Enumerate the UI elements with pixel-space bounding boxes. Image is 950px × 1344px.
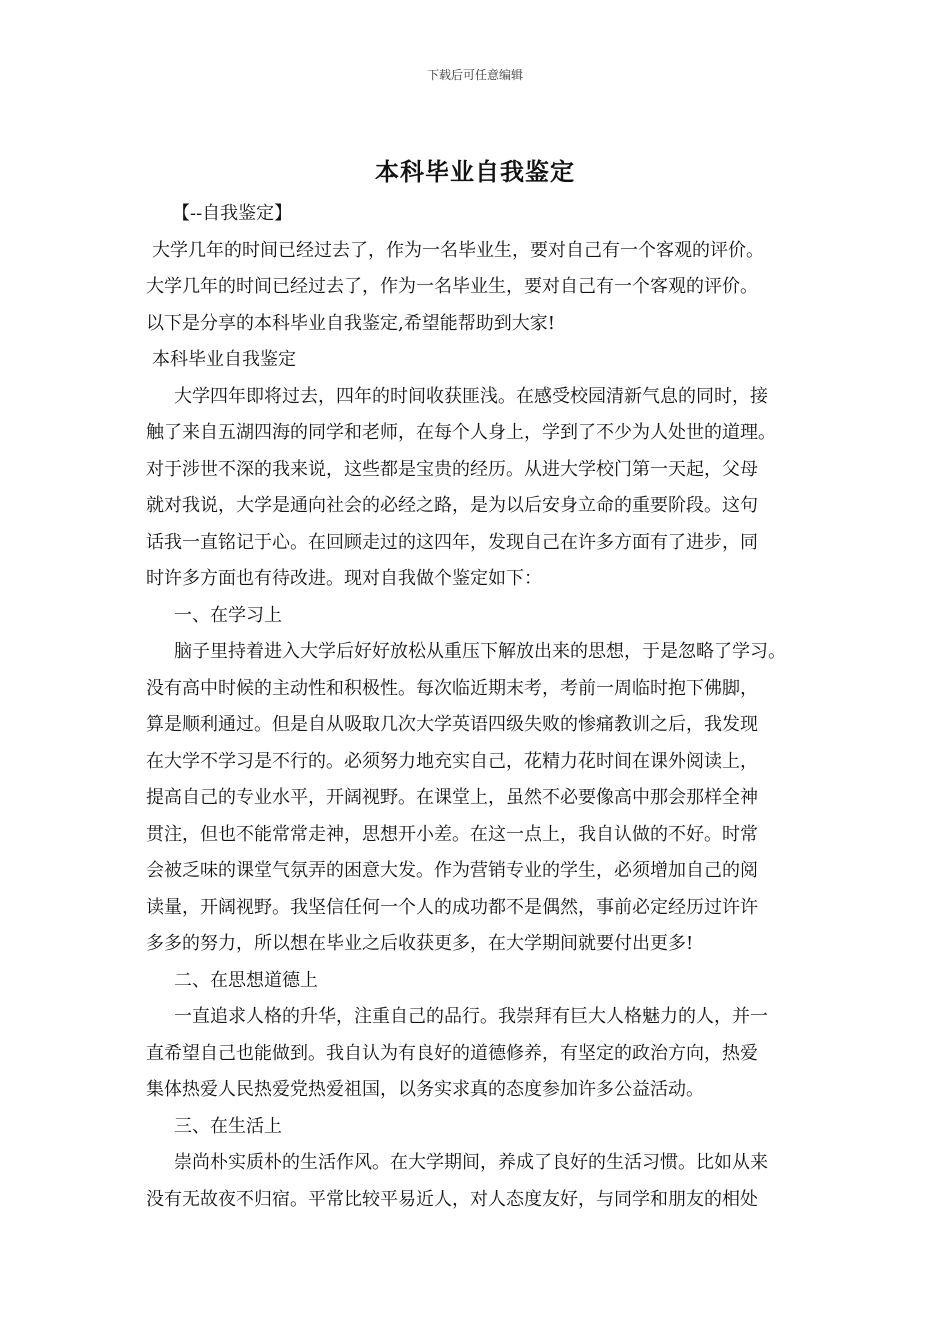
paragraph-line: 一直追求人格的升华，注重自己的品行。我崇拜有巨大人格魅力的人，并一 — [174, 1006, 768, 1027]
paragraph-line: 触了来自五湖四海的同学和老师，在每个人身上，学到了不少为人处世的道理。 — [146, 422, 776, 443]
paragraph-line: 在大学不学习是不行的。必须努力地充实自己，花精力花时间在课外阅读上， — [146, 750, 758, 772]
subtitle-line: 本科毕业自我鉴定 — [152, 349, 296, 370]
paragraph-line: 集体热爱人民热爱党热爱祖国，以务实求真的态度参加许多公益活动。 — [146, 1079, 704, 1100]
paragraph-line: 脑子里持着进入大学后好好放松从重压下解放出来的思想，于是忽略了学习。 — [174, 641, 786, 662]
document-title: 本科毕业自我鉴定 — [375, 157, 575, 186]
intro-line: 以下是分享的本科毕业自我鉴定,希望能帮助到大家! — [146, 312, 555, 334]
paragraph-line: 没有无故夜不归宿。平常比较平易近人，对人态度友好，与同学和朋友的相处 — [146, 1188, 758, 1210]
section-tag: 【--自我鉴定】 — [172, 203, 293, 224]
paragraph-line: 提高自己的专业水平，开阔视野。在课堂上，虽然不必要像高中那会那样全神 — [146, 787, 758, 808]
paragraph-line: 崇尚朴实质朴的生活作风。在大学期间，养成了良好的生活习惯。比如从来 — [174, 1152, 768, 1173]
paragraph-line: 时许多方面也有待改进。现对自我做个鉴定如下： — [146, 568, 542, 589]
document-body — [146, 196, 826, 1218]
paragraph-line: 读量，开阔视野。我坚信任何一个人的成功都不是偶然，事前必定经历过许许 — [146, 896, 758, 918]
paragraph-line: 就对我说，大学是通向社会的必经之路，是为以后安身立命的重要阶段。这句 — [146, 495, 758, 516]
paragraph-line: 对于涉世不深的我来说，这些都是宝贵的经历。从进大学校门第一天起，父母 — [146, 458, 758, 480]
section-heading: 一、在学习上 — [174, 604, 282, 626]
paragraph-line: 会被乏味的课堂气氛弄的困意大发。作为营销专业的学生，必须增加自己的阅 — [146, 860, 758, 881]
section-heading: 二、在思想道德上 — [174, 969, 318, 991]
paragraph-line: 没有高中时候的主动性和积极性。每次临近期末考，考前一周临时抱下佛脚， — [146, 677, 758, 699]
header-note: 下载后可任意编辑 — [426, 68, 523, 82]
paragraph-line: 大学四年即将过去，四年的时间收获匪浅。在感受校园清新气息的同时，接 — [174, 385, 768, 407]
intro-line: 大学几年的时间已经过去了，作为一名毕业生，要对自己有一个客观的评价。 — [152, 239, 764, 261]
paragraph-line: 算是顺利通过。但是自从吸取几次大学英语四级失败的惨痛教训之后，我发现 — [146, 714, 758, 735]
paragraph-line: 直希望自己也能做到。我自认为有良好的道德修养，有坚定的政治方向，热爱 — [146, 1042, 758, 1064]
section-heading: 三、在生活上 — [174, 1115, 282, 1137]
paragraph-line: 话我一直铭记于心。在回顾走过的这四年，发现自己在许多方面有了进步，同 — [146, 531, 758, 553]
paragraph-line: 多多的努力，所以想在毕业之后收获更多，在大学期间就要付出更多! — [146, 933, 694, 954]
intro-line: 大学几年的时间已经过去了，作为一名毕业生，要对自己有一个客观的评价。 — [146, 276, 758, 297]
paragraph-line: 贯注，但也不能常常走神，思想开小差。在这一点上，我自认做的不好。时常 — [146, 823, 758, 845]
